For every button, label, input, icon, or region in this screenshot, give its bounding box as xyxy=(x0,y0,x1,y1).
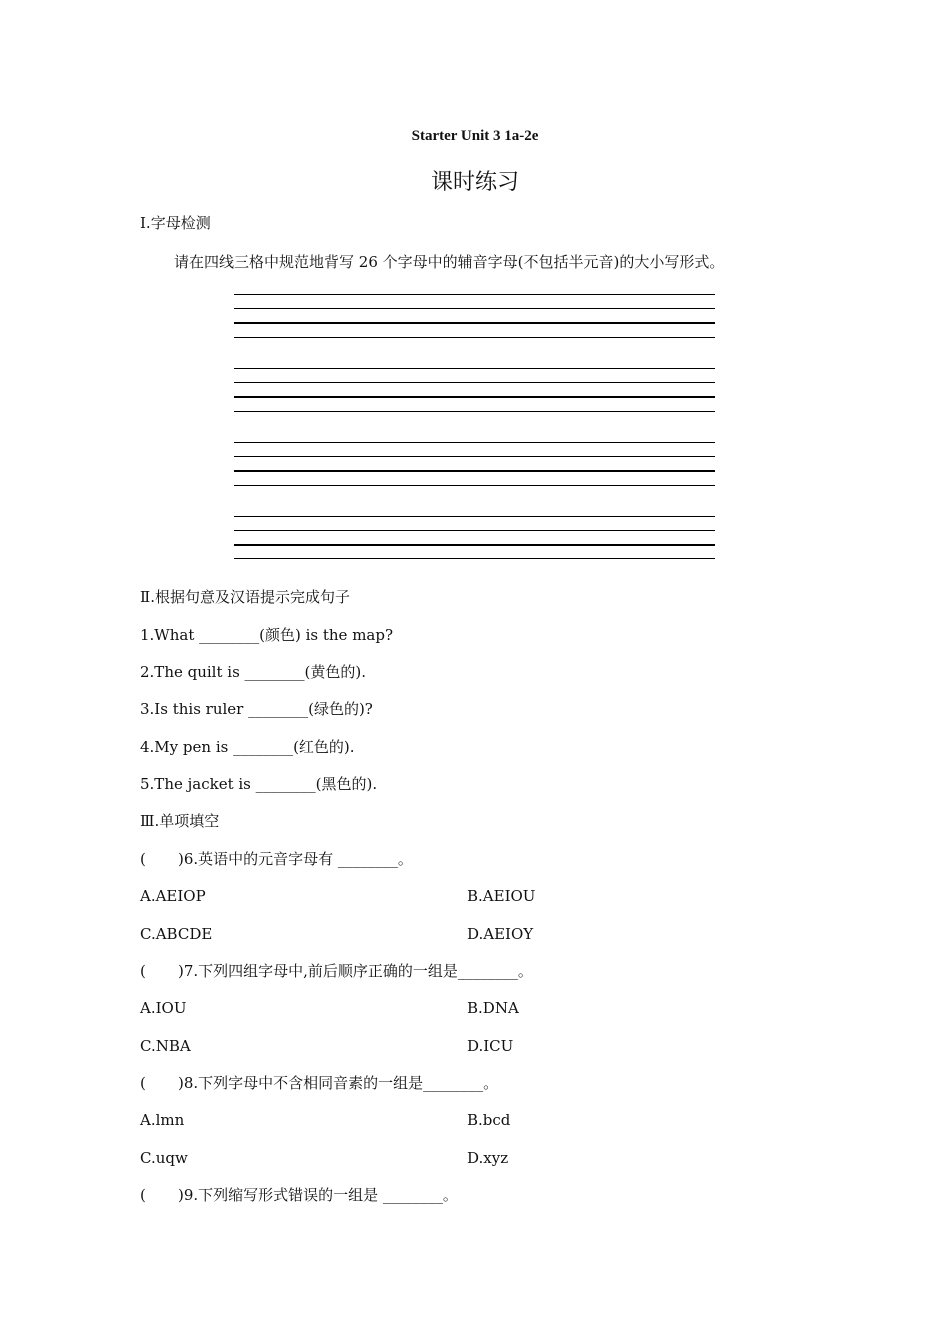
option-b: B.AEIOU xyxy=(467,887,536,905)
option-d: D.AEIOY xyxy=(467,925,534,943)
answer-paren: ( xyxy=(140,962,146,980)
answer-paren: ( xyxy=(140,1074,146,1092)
option-b: B.bcd xyxy=(467,1111,511,1129)
question-stem: ( )8.下列字母中不含相同音素的一组是________。 xyxy=(140,1074,499,1092)
option-a: A.lmn xyxy=(140,1111,185,1129)
grid-line xyxy=(234,368,715,369)
fill-item: 3.Is this ruler ________(绿色的)? xyxy=(140,700,373,718)
option-c: C.ABCDE xyxy=(140,925,213,943)
option-a: A.AEIOP xyxy=(140,887,206,905)
grid-line xyxy=(234,485,715,486)
section-2-heading: Ⅱ.根据句意及汉语提示完成句子 xyxy=(140,588,350,606)
section-3-heading: Ⅲ.单项填空 xyxy=(140,812,220,830)
option-c: C.uqw xyxy=(140,1149,188,1167)
option-d: D.ICU xyxy=(467,1037,514,1055)
grid-line xyxy=(234,308,715,309)
page-subtitle: 课时练习 xyxy=(430,170,519,195)
grid-line xyxy=(234,530,715,531)
fill-item: 2.The quilt is ________(黄色的). xyxy=(140,663,367,681)
grid-line xyxy=(234,544,715,546)
question-stem: ( )9.下列缩写形式错误的一组是 ________。 xyxy=(140,1186,458,1204)
answer-paren: ( xyxy=(140,1186,146,1204)
answer-paren: ( xyxy=(140,850,146,868)
option-c: C.NBA xyxy=(140,1037,191,1055)
grid-line xyxy=(234,411,715,412)
question-stem: ( )7.下列四组字母中,前后顺序正确的一组是________。 xyxy=(140,962,533,980)
grid-line xyxy=(234,470,715,472)
option-b: B.DNA xyxy=(467,999,519,1017)
grid-line xyxy=(234,442,715,443)
section-1-heading: Ⅰ.字母检测 xyxy=(140,214,211,232)
option-a: A.IOU xyxy=(140,999,187,1017)
section-1-instruction: 请在四线三格中规范地背写 26 个字母中的辅音字母(不包括半元音)的大小写形式。 xyxy=(174,253,725,271)
page-title: Starter Unit 3 1a-2e xyxy=(411,128,539,144)
option-d: D.xyz xyxy=(467,1149,509,1167)
grid-line xyxy=(234,516,715,517)
grid-line xyxy=(234,558,715,559)
question-stem: ( )6.英语中的元音字母有 ________。 xyxy=(140,850,413,868)
grid-line xyxy=(234,294,715,295)
grid-line xyxy=(234,337,715,338)
grid-line xyxy=(234,382,715,383)
grid-line xyxy=(234,456,715,457)
grid-line xyxy=(234,322,715,324)
grid-line xyxy=(234,396,715,398)
fill-item: 1.What ________(颜色) is the map? xyxy=(140,626,394,644)
fill-item: 5.The jacket is ________(黑色的). xyxy=(140,775,378,793)
fill-item: 4.My pen is ________(红色的). xyxy=(140,738,355,756)
